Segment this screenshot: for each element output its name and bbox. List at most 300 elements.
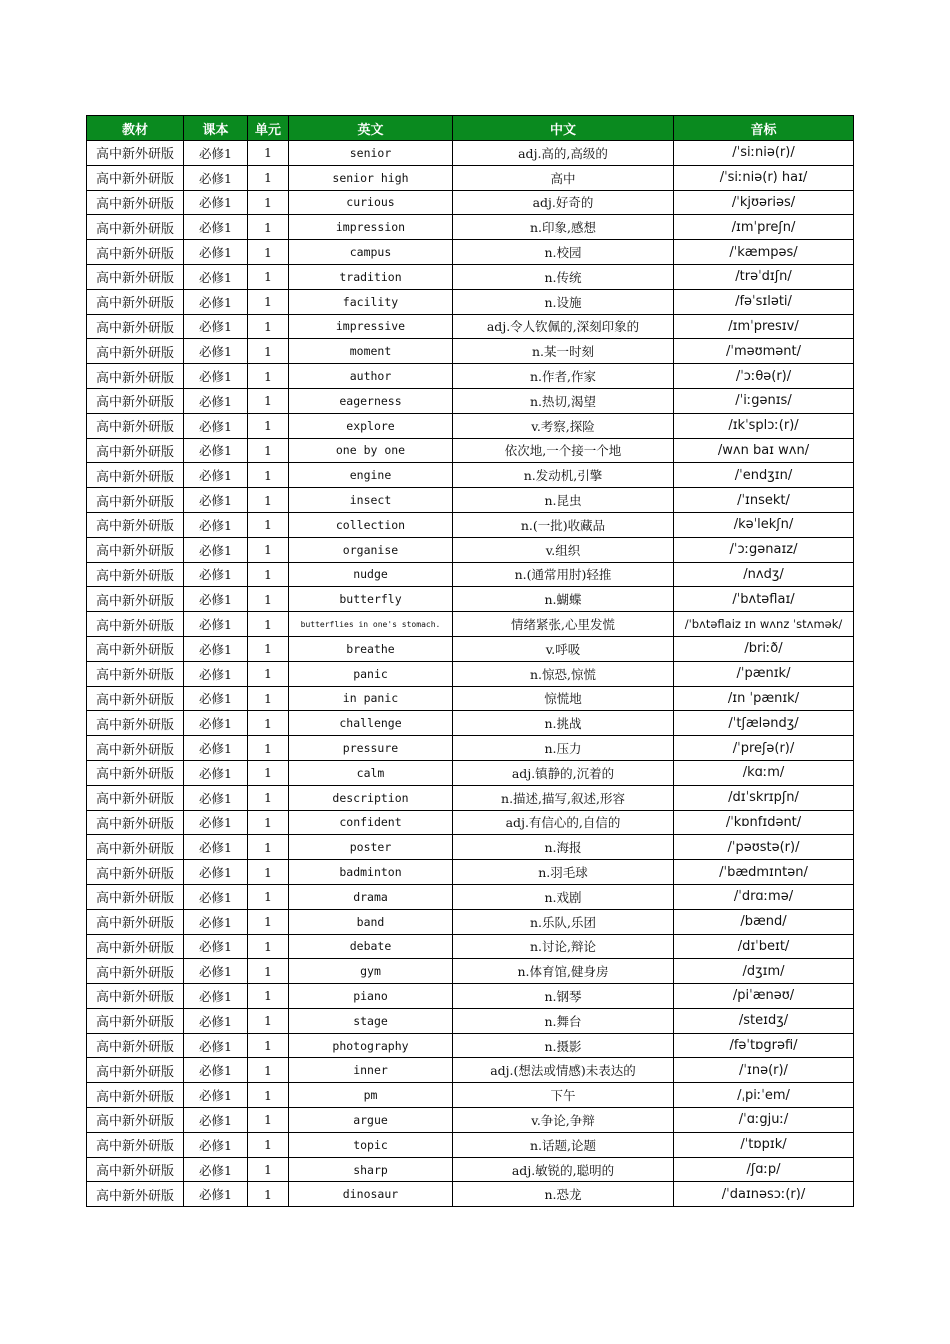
cell-chinese: n.惊恐,惊慌 [453,661,674,686]
cell-book: 高中新外研版 [87,711,184,736]
cell-english: description [289,785,453,810]
cell-volume: 必修1 [184,711,248,736]
cell-book: 高中新外研版 [87,1108,184,1133]
table-row [87,364,854,389]
cell-chinese: n.戏剧 [453,884,674,909]
cell-book: 高中新外研版 [87,1132,184,1157]
cell-chinese: v.呼吸 [453,636,674,661]
cell-english: curious [289,190,453,215]
cell-english: nudge [289,562,453,587]
cell-book: 高中新外研版 [87,488,184,513]
cell-english: challenge [289,711,453,736]
table-row [87,661,854,686]
cell-book: 高中新外研版 [87,141,184,166]
cell-phonetic: /ɪkˈsplɔː(r)/ [674,413,854,438]
cell-chinese: n.某一时刻 [453,339,674,364]
cell-phonetic: /piˈænəʊ/ [674,984,854,1009]
table-row [87,760,854,785]
cell-volume: 必修1 [184,314,248,339]
cell-phonetic: /fəˈsɪləti/ [674,289,854,314]
cell-chinese: adj.好奇的 [453,190,674,215]
cell-volume: 必修1 [184,165,248,190]
cell-english: piano [289,984,453,1009]
cell-volume: 必修1 [184,785,248,810]
header-phonetic: 音标 [674,116,854,141]
cell-phonetic: /ˈiːgənɪs/ [674,388,854,413]
cell-unit: 1 [248,959,289,984]
cell-phonetic: /dɪˈskrɪpʃn/ [674,785,854,810]
cell-volume: 必修1 [184,835,248,860]
cell-phonetic: /dɪˈbeɪt/ [674,934,854,959]
cell-book: 高中新外研版 [87,215,184,240]
cell-unit: 1 [248,1008,289,1033]
cell-book: 高中新外研版 [87,760,184,785]
cell-unit: 1 [248,240,289,265]
cell-unit: 1 [248,512,289,537]
cell-book: 高中新外研版 [87,860,184,885]
cell-chinese: n.校园 [453,240,674,265]
cell-chinese: n.蝴蝶 [453,587,674,612]
table-row [87,612,854,637]
cell-unit: 1 [248,1157,289,1182]
cell-phonetic: /ˌpiːˈem/ [674,1083,854,1108]
cell-volume: 必修1 [184,760,248,785]
cell-english: dinosaur [289,1182,453,1207]
cell-volume: 必修1 [184,636,248,661]
cell-volume: 必修1 [184,289,248,314]
cell-unit: 1 [248,141,289,166]
cell-book: 高中新外研版 [87,190,184,215]
cell-phonetic: /fəˈtɒgrəfi/ [674,1033,854,1058]
cell-book: 高中新外研版 [87,562,184,587]
cell-english: poster [289,835,453,860]
cell-phonetic: /ˈtɒpɪk/ [674,1132,854,1157]
cell-english: sharp [289,1157,453,1182]
cell-volume: 必修1 [184,388,248,413]
cell-book: 高中新外研版 [87,289,184,314]
table-row [87,562,854,587]
cell-volume: 必修1 [184,215,248,240]
cell-english: moment [289,339,453,364]
cell-english: gym [289,959,453,984]
cell-english: facility [289,289,453,314]
cell-phonetic: /ˈɪnə(r)/ [674,1058,854,1083]
header-chinese: 中文 [453,116,674,141]
cell-phonetic: /ˈkɒnfɪdənt/ [674,810,854,835]
cell-chinese: adj.(想法或情感)未表达的 [453,1058,674,1083]
cell-english: insect [289,488,453,513]
cell-volume: 必修1 [184,934,248,959]
cell-book: 高中新外研版 [87,884,184,909]
table-row [87,884,854,909]
cell-unit: 1 [248,438,289,463]
cell-chinese: adj.镇静的,沉着的 [453,760,674,785]
cell-phonetic: /dʒɪm/ [674,959,854,984]
cell-phonetic: /ˈpəʊstə(r)/ [674,835,854,860]
cell-book: 高中新外研版 [87,537,184,562]
table-row [87,860,854,885]
cell-phonetic: /ˈɔːgənaɪz/ [674,537,854,562]
cell-phonetic: /ˈpænɪk/ [674,661,854,686]
cell-chinese: n.话题,论题 [453,1132,674,1157]
table-row [87,388,854,413]
cell-book: 高中新外研版 [87,1058,184,1083]
cell-phonetic: /kəˈlekʃn/ [674,512,854,537]
cell-phonetic: /ˈdaɪnəsɔː(r)/ [674,1182,854,1207]
cell-unit: 1 [248,1182,289,1207]
cell-chinese: n.挑战 [453,711,674,736]
table-row [87,463,854,488]
cell-chinese: 高中 [453,165,674,190]
cell-book: 高中新外研版 [87,339,184,364]
table-row [87,984,854,1009]
table-row [87,1182,854,1207]
cell-chinese: n.(一批)收藏品 [453,512,674,537]
cell-unit: 1 [248,364,289,389]
cell-phonetic: /ˈkæmpəs/ [674,240,854,265]
table-row [87,289,854,314]
cell-english: debate [289,934,453,959]
header-row [87,116,854,141]
cell-chinese: v.争论,争辩 [453,1108,674,1133]
cell-phonetic: /ˈtʃæləndʒ/ [674,711,854,736]
cell-unit: 1 [248,661,289,686]
cell-unit: 1 [248,388,289,413]
cell-unit: 1 [248,810,289,835]
table-row [87,686,854,711]
table-row [87,190,854,215]
cell-english: band [289,909,453,934]
cell-volume: 必修1 [184,512,248,537]
cell-chinese: adj.高的,高级的 [453,141,674,166]
cell-english: campus [289,240,453,265]
cell-phonetic: /steɪdʒ/ [674,1008,854,1033]
cell-volume: 必修1 [184,364,248,389]
cell-unit: 1 [248,1058,289,1083]
cell-phonetic: /ˈpreʃə(r)/ [674,736,854,761]
cell-chinese: 情绪紧张,心里发慌 [453,612,674,637]
cell-english: butterfly [289,587,453,612]
cell-english: engine [289,463,453,488]
cell-chinese: adj.有信心的,自信的 [453,810,674,835]
cell-volume: 必修1 [184,537,248,562]
table-row [87,1157,854,1182]
cell-english: stage [289,1008,453,1033]
cell-unit: 1 [248,785,289,810]
cell-book: 高中新外研版 [87,463,184,488]
cell-phonetic: /trəˈdɪʃn/ [674,264,854,289]
table-row [87,512,854,537]
table-row [87,1033,854,1058]
cell-volume: 必修1 [184,860,248,885]
cell-english: pm [289,1083,453,1108]
table-row [87,636,854,661]
cell-english: argue [289,1108,453,1133]
cell-unit: 1 [248,686,289,711]
table-row [87,438,854,463]
cell-book: 高中新外研版 [87,388,184,413]
table-row [87,835,854,860]
cell-phonetic: /ˈdrɑːmə/ [674,884,854,909]
cell-chinese: n.(通常用肘)轻推 [453,562,674,587]
cell-volume: 必修1 [184,240,248,265]
cell-unit: 1 [248,835,289,860]
cell-phonetic: /ˈbʌtəflaiz ɪn wʌnz ˈstʌmək/ [674,612,854,637]
cell-volume: 必修1 [184,413,248,438]
cell-phonetic: /ʃɑːp/ [674,1157,854,1182]
cell-volume: 必修1 [184,264,248,289]
table-row [87,413,854,438]
cell-volume: 必修1 [184,1083,248,1108]
cell-book: 高中新外研版 [87,587,184,612]
cell-chinese: n.钢琴 [453,984,674,1009]
cell-book: 高中新外研版 [87,934,184,959]
table-row [87,141,854,166]
table-row [87,909,854,934]
cell-book: 高中新外研版 [87,264,184,289]
cell-english: drama [289,884,453,909]
cell-book: 高中新外研版 [87,1083,184,1108]
cell-english: author [289,364,453,389]
cell-book: 高中新外研版 [87,909,184,934]
cell-chinese: n.设施 [453,289,674,314]
cell-phonetic: /briːð/ [674,636,854,661]
cell-volume: 必修1 [184,736,248,761]
table-row [87,785,854,810]
header-english: 英文 [289,116,453,141]
table-row [87,314,854,339]
cell-english: eagerness [289,388,453,413]
vocabulary-sheet [86,115,853,1207]
cell-unit: 1 [248,463,289,488]
cell-phonetic: /kɑːm/ [674,760,854,785]
cell-english: explore [289,413,453,438]
cell-english: in panic [289,686,453,711]
table-row [87,711,854,736]
cell-volume: 必修1 [184,562,248,587]
cell-unit: 1 [248,909,289,934]
cell-unit: 1 [248,736,289,761]
cell-book: 高中新外研版 [87,636,184,661]
cell-english: badminton [289,860,453,885]
cell-phonetic: /ɪmˈpresɪv/ [674,314,854,339]
cell-english: topic [289,1132,453,1157]
table-row [87,264,854,289]
cell-phonetic: /ˈsiːniə(r) haɪ/ [674,165,854,190]
cell-phonetic: /ˈkjʊəriəs/ [674,190,854,215]
cell-volume: 必修1 [184,1108,248,1133]
cell-chinese: n.描述,描写,叙述,形容 [453,785,674,810]
cell-chinese: n.热切,渴望 [453,388,674,413]
cell-book: 高中新外研版 [87,314,184,339]
cell-chinese: n.羽毛球 [453,860,674,885]
cell-book: 高中新外研版 [87,686,184,711]
cell-volume: 必修1 [184,190,248,215]
cell-book: 高中新外研版 [87,512,184,537]
cell-unit: 1 [248,1033,289,1058]
table-row [87,1058,854,1083]
table-row [87,1108,854,1133]
cell-volume: 必修1 [184,141,248,166]
cell-unit: 1 [248,934,289,959]
cell-book: 高中新外研版 [87,1033,184,1058]
cell-volume: 必修1 [184,1157,248,1182]
table-row [87,587,854,612]
cell-chinese: n.传统 [453,264,674,289]
cell-book: 高中新外研版 [87,785,184,810]
cell-english: impressive [289,314,453,339]
cell-unit: 1 [248,587,289,612]
cell-chinese: n.摄影 [453,1033,674,1058]
cell-chinese: n.作者,作家 [453,364,674,389]
cell-english: tradition [289,264,453,289]
cell-unit: 1 [248,190,289,215]
cell-english: confident [289,810,453,835]
cell-volume: 必修1 [184,686,248,711]
cell-volume: 必修1 [184,984,248,1009]
cell-unit: 1 [248,537,289,562]
cell-book: 高中新外研版 [87,364,184,389]
cell-phonetic: /nʌdʒ/ [674,562,854,587]
cell-volume: 必修1 [184,612,248,637]
cell-volume: 必修1 [184,1033,248,1058]
cell-unit: 1 [248,264,289,289]
table-row [87,1083,854,1108]
cell-chinese: n.乐队,乐团 [453,909,674,934]
cell-volume: 必修1 [184,1132,248,1157]
cell-phonetic: /ˈɔːθə(r)/ [674,364,854,389]
cell-english: pressure [289,736,453,761]
table-row [87,1132,854,1157]
cell-book: 高中新外研版 [87,810,184,835]
cell-volume: 必修1 [184,438,248,463]
cell-volume: 必修1 [184,884,248,909]
cell-chinese: n.印象,感想 [453,215,674,240]
cell-english: senior high [289,165,453,190]
cell-english: panic [289,661,453,686]
cell-book: 高中新外研版 [87,1182,184,1207]
cell-volume: 必修1 [184,661,248,686]
cell-english: senior [289,141,453,166]
cell-chinese: 下午 [453,1083,674,1108]
cell-unit: 1 [248,711,289,736]
cell-unit: 1 [248,1083,289,1108]
table-row [87,736,854,761]
table-row [87,339,854,364]
cell-book: 高中新外研版 [87,835,184,860]
cell-chinese: n.压力 [453,736,674,761]
cell-volume: 必修1 [184,1182,248,1207]
cell-english: photography [289,1033,453,1058]
cell-phonetic: /ɪn ˈpænɪk/ [674,686,854,711]
cell-unit: 1 [248,884,289,909]
table-row [87,488,854,513]
cell-english: inner [289,1058,453,1083]
cell-unit: 1 [248,165,289,190]
header-book: 教材 [87,116,184,141]
cell-english: collection [289,512,453,537]
header-unit: 单元 [248,116,289,141]
cell-volume: 必修1 [184,463,248,488]
cell-book: 高中新外研版 [87,736,184,761]
cell-book: 高中新外研版 [87,661,184,686]
cell-chinese: v.考察,探险 [453,413,674,438]
cell-chinese: 依次地,一个接一个地 [453,438,674,463]
cell-phonetic: /ˈendʒɪn/ [674,463,854,488]
table-row [87,934,854,959]
cell-book: 高中新外研版 [87,438,184,463]
cell-book: 高中新外研版 [87,612,184,637]
cell-volume: 必修1 [184,909,248,934]
cell-phonetic: /ɪmˈpreʃn/ [674,215,854,240]
cell-english: calm [289,760,453,785]
cell-unit: 1 [248,612,289,637]
cell-phonetic: /ˈɑːgjuː/ [674,1108,854,1133]
cell-unit: 1 [248,984,289,1009]
cell-book: 高中新外研版 [87,1008,184,1033]
cell-unit: 1 [248,413,289,438]
cell-phonetic: /ˈsiːniə(r)/ [674,141,854,166]
cell-chinese: n.舞台 [453,1008,674,1033]
table-row [87,215,854,240]
cell-book: 高中新外研版 [87,1157,184,1182]
cell-chinese: adj.令人钦佩的,深刻印象的 [453,314,674,339]
cell-volume: 必修1 [184,339,248,364]
cell-phonetic: /ˈbædmɪntən/ [674,860,854,885]
cell-unit: 1 [248,314,289,339]
cell-chinese: n.讨论,辩论 [453,934,674,959]
cell-english: impression [289,215,453,240]
cell-phonetic: /ˈməʊmənt/ [674,339,854,364]
cell-volume: 必修1 [184,1008,248,1033]
cell-book: 高中新外研版 [87,240,184,265]
cell-chinese: n.昆虫 [453,488,674,513]
table-row [87,165,854,190]
header-volume: 课本 [184,116,248,141]
cell-unit: 1 [248,636,289,661]
cell-volume: 必修1 [184,587,248,612]
cell-phonetic: /wʌn baɪ wʌn/ [674,438,854,463]
cell-english: breathe [289,636,453,661]
cell-unit: 1 [248,1108,289,1133]
cell-unit: 1 [248,860,289,885]
cell-volume: 必修1 [184,1058,248,1083]
cell-book: 高中新外研版 [87,959,184,984]
cell-chinese: 惊慌地 [453,686,674,711]
cell-chinese: n.恐龙 [453,1182,674,1207]
cell-unit: 1 [248,1132,289,1157]
cell-volume: 必修1 [184,810,248,835]
cell-unit: 1 [248,760,289,785]
vocabulary-table [86,115,854,1207]
cell-unit: 1 [248,289,289,314]
cell-phonetic: /bænd/ [674,909,854,934]
cell-chinese: v.组织 [453,537,674,562]
cell-book: 高中新外研版 [87,165,184,190]
table-row [87,810,854,835]
cell-book: 高中新外研版 [87,984,184,1009]
cell-chinese: n.海报 [453,835,674,860]
cell-chinese: n.发动机,引擎 [453,463,674,488]
cell-unit: 1 [248,488,289,513]
cell-english: organise [289,537,453,562]
table-body [87,141,854,1207]
cell-chinese: adj.敏锐的,聪明的 [453,1157,674,1182]
cell-volume: 必修1 [184,959,248,984]
table-row [87,537,854,562]
cell-unit: 1 [248,562,289,587]
cell-book: 高中新外研版 [87,413,184,438]
